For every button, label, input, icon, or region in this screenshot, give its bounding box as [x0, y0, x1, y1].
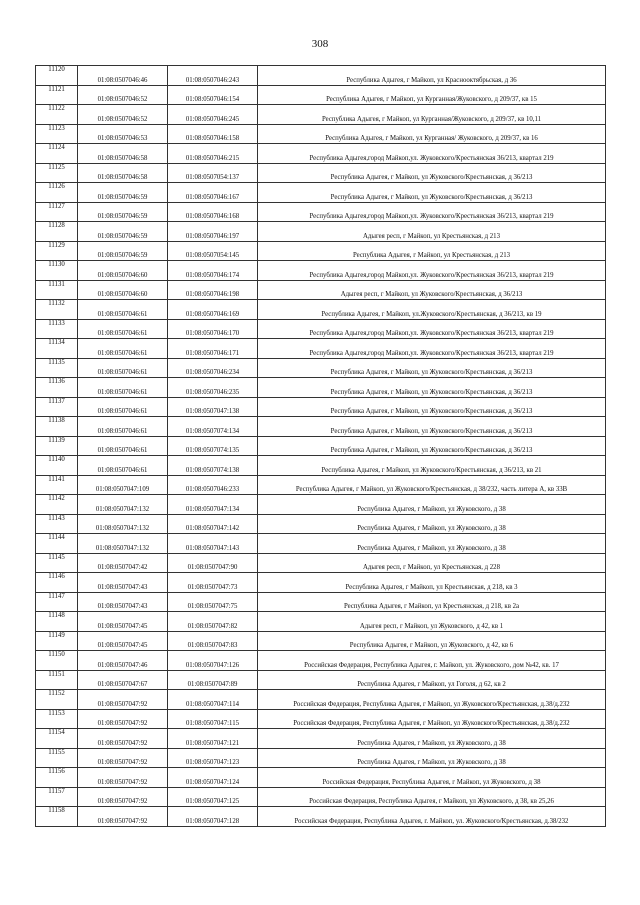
building-cadastral-number: 01:08:0507047:90	[168, 553, 258, 573]
registry-table	[35, 65, 606, 827]
table-row	[36, 378, 606, 398]
building-cadastral-number: 01:08:0507046:243	[168, 66, 258, 86]
table-row	[36, 592, 606, 612]
land-cadastral-number: 01:08:0507046:59	[78, 241, 168, 261]
table-row	[36, 534, 606, 554]
land-cadastral-number: 01:08:0507046:61	[78, 339, 168, 359]
table-row	[36, 280, 606, 300]
building-cadastral-number: 01:08:0507047:114	[168, 690, 258, 710]
land-cadastral-number: 01:08:0507046:61	[78, 300, 168, 320]
table-row	[36, 436, 606, 456]
land-cadastral-number: 01:08:0507047:92	[78, 748, 168, 768]
table-row	[36, 358, 606, 378]
land-cadastral-number: 01:08:0507046:59	[78, 202, 168, 222]
row-number: 11129	[36, 241, 78, 261]
row-number: 11134	[36, 339, 78, 359]
address: Российская Федерация, Республика Адыгея, г Майкоп, ул Жуковского/Крестьянская, д.38/д.232	[258, 709, 606, 729]
table-row	[36, 417, 606, 437]
building-cadastral-number: 01:08:0507047:128	[168, 807, 258, 827]
land-cadastral-number: 01:08:0507046:60	[78, 261, 168, 281]
row-number: 11151	[36, 670, 78, 690]
building-cadastral-number: 01:08:0507047:138	[168, 397, 258, 417]
address: Республика Адыгея, г Майкоп, ул Жуковского/Крестьянская, д 36/213	[258, 183, 606, 203]
land-cadastral-number: 01:08:0507046:46	[78, 66, 168, 86]
land-cadastral-number: 01:08:0507047:45	[78, 631, 168, 651]
row-number: 11125	[36, 163, 78, 183]
address: Адыгея респ, г Майкоп, ул Крестьянская, д 213	[258, 222, 606, 242]
building-cadastral-number: 01:08:0507046:197	[168, 222, 258, 242]
table-row	[36, 339, 606, 359]
building-cadastral-number: 01:08:0507046:245	[168, 105, 258, 125]
address: Российская Федерация, Республика Адыгея, г Майкоп, ул Жуковского, д 38	[258, 768, 606, 788]
row-number: 11139	[36, 436, 78, 456]
row-number: 11136	[36, 378, 78, 398]
building-cadastral-number: 01:08:0507046:235	[168, 378, 258, 398]
address: Российская Федерация, Республика Адыгея, г. Майкоп, ул. Жуковского/Крестьянская, д.38/232	[258, 807, 606, 827]
land-cadastral-number: 01:08:0507046:52	[78, 105, 168, 125]
land-cadastral-number: 01:08:0507047:109	[78, 475, 168, 495]
address: Российская Федерация, Республика Адыгея, г Майкоп, ул Жуковского/Крестьянская, д.38/д.232	[258, 690, 606, 710]
row-number: 11133	[36, 319, 78, 339]
land-cadastral-number: 01:08:0507046:61	[78, 417, 168, 437]
row-number: 11146	[36, 573, 78, 593]
address: Республика Адыгея, г Майкоп, ул Курганная/Жуковского, д 209/37, кв 15	[258, 85, 606, 105]
row-number: 11145	[36, 553, 78, 573]
row-number: 11158	[36, 807, 78, 827]
address: Республика Адыгея, г Майкоп, ул Жуковского, д 38	[258, 534, 606, 554]
address: Республика Адыгея, г Майкоп, ул Гоголя, д 62, кв 2	[258, 670, 606, 690]
address: Республика Адыгея,город Майкоп,ул. Жуковского/Крестьянская 36/213, квартал 219	[258, 339, 606, 359]
building-cadastral-number: 01:08:0507047:143	[168, 534, 258, 554]
row-number: 11135	[36, 358, 78, 378]
address: Республика Адыгея, г Майкоп, ул Жуковского/Крестьянская, д 36/213	[258, 163, 606, 183]
table-row	[36, 573, 606, 593]
table-row	[36, 670, 606, 690]
row-number: 11128	[36, 222, 78, 242]
address: Республика Адыгея, г Майкоп, ул Курганная/Жуковского, д 209/37, кв 10,11	[258, 105, 606, 125]
land-cadastral-number: 01:08:0507046:61	[78, 358, 168, 378]
address: Республика Адыгея, г Майкоп, ул Жуковского, д 38	[258, 514, 606, 534]
land-cadastral-number: 01:08:0507046:53	[78, 124, 168, 144]
land-cadastral-number: 01:08:0507047:92	[78, 787, 168, 807]
row-number: 11141	[36, 475, 78, 495]
table-row	[36, 456, 606, 476]
land-cadastral-number: 01:08:0507047:92	[78, 690, 168, 710]
table-row	[36, 105, 606, 125]
building-cadastral-number: 01:08:0507046:168	[168, 202, 258, 222]
land-cadastral-number: 01:08:0507047:43	[78, 592, 168, 612]
land-cadastral-number: 01:08:0507047:67	[78, 670, 168, 690]
building-cadastral-number: 01:08:0507047:82	[168, 612, 258, 632]
table-row	[36, 748, 606, 768]
table-row	[36, 319, 606, 339]
building-cadastral-number: 01:08:0507046:215	[168, 144, 258, 164]
building-cadastral-number: 01:08:0507047:89	[168, 670, 258, 690]
building-cadastral-number: 01:08:0507046:170	[168, 319, 258, 339]
land-cadastral-number: 01:08:0507046:61	[78, 436, 168, 456]
address: Республика Адыгея, г Майкоп, ул Жуковского/Крестьянская, д 36/213	[258, 378, 606, 398]
address: Адыгея респ, г Майкоп, ул Жуковского, д 42, кв 1	[258, 612, 606, 632]
row-number: 11137	[36, 397, 78, 417]
land-cadastral-number: 01:08:0507047:92	[78, 768, 168, 788]
address: Республика Адыгея, г Майкоп, ул Жуковского/Крестьянская, д 38/232, часть литера А, кв 33В	[258, 475, 606, 495]
address: Республика Адыгея,город Майкоп,ул. Жуковского/Крестьянская 36/213, квартал 219	[258, 144, 606, 164]
address: Республика Адыгея, г Майкоп, ул Жуковского/Крестьянская, д 36/213	[258, 417, 606, 437]
row-number: 11123	[36, 124, 78, 144]
address: Республика Адыгея, г Майкоп, ул Крестьянская, д 213	[258, 241, 606, 261]
building-cadastral-number: 01:08:0507046:174	[168, 261, 258, 281]
row-number: 11153	[36, 709, 78, 729]
row-number: 11138	[36, 417, 78, 437]
land-cadastral-number: 01:08:0507046:59	[78, 183, 168, 203]
land-cadastral-number: 01:08:0507047:42	[78, 553, 168, 573]
land-cadastral-number: 01:08:0507047:92	[78, 729, 168, 749]
row-number: 11140	[36, 456, 78, 476]
address: Адыгея респ, г Майкоп, ул Крестьянская, д 228	[258, 553, 606, 573]
address: Российская Федерация, Республика Адыгея, г. Майкоп, ул. Жуковского, дом №42, кв. 17	[258, 651, 606, 671]
address: Республика Адыгея, г Майкоп, ул Жуковского, д 38	[258, 729, 606, 749]
row-number: 11126	[36, 183, 78, 203]
building-cadastral-number: 01:08:0507046:198	[168, 280, 258, 300]
land-cadastral-number: 01:08:0507047:45	[78, 612, 168, 632]
address: Республика Адыгея, г Майкоп, ул.Жуковского/Крестьянская, д 36/213, кв 19	[258, 300, 606, 320]
registry-table-body	[36, 66, 606, 827]
address: Республика Адыгея, г Майкоп, ул Краснооктябрьская, д 36	[258, 66, 606, 86]
building-cadastral-number: 01:08:0507047:73	[168, 573, 258, 593]
table-row	[36, 612, 606, 632]
address: Республика Адыгея, г Майкоп, ул Жуковского/Крестьянская, д 36/213	[258, 397, 606, 417]
land-cadastral-number: 01:08:0507046:60	[78, 280, 168, 300]
land-cadastral-number: 01:08:0507047:132	[78, 534, 168, 554]
table-row	[36, 768, 606, 788]
table-row	[36, 651, 606, 671]
row-number: 11122	[36, 105, 78, 125]
table-row	[36, 124, 606, 144]
table-row	[36, 729, 606, 749]
land-cadastral-number: 01:08:0507046:61	[78, 378, 168, 398]
row-number: 11131	[36, 280, 78, 300]
row-number: 11156	[36, 768, 78, 788]
address: Республика Адыгея, г Майкоп, ул Жуковского/Крестьянская, д 36/213	[258, 358, 606, 378]
row-number: 11124	[36, 144, 78, 164]
row-number: 11152	[36, 690, 78, 710]
address: Республика Адыгея, г Майкоп, ул Крестьянская, д 218, кв 2а	[258, 592, 606, 612]
address: Республика Адыгея, г Майкоп, ул Жуковского, д 38	[258, 748, 606, 768]
table-row	[36, 85, 606, 105]
building-cadastral-number: 01:08:0507074:134	[168, 417, 258, 437]
address: Республика Адыгея, г Майкоп, ул Крестьянская, д 218, кв 3	[258, 573, 606, 593]
address: Республика Адыгея, г Майкоп, ул Жуковского, д 38	[258, 495, 606, 515]
building-cadastral-number: 01:08:0507047:126	[168, 651, 258, 671]
building-cadastral-number: 01:08:0507047:123	[168, 748, 258, 768]
table-row	[36, 709, 606, 729]
land-cadastral-number: 01:08:0507047:92	[78, 807, 168, 827]
table-row	[36, 807, 606, 827]
land-cadastral-number: 01:08:0507047:132	[78, 514, 168, 534]
building-cadastral-number: 01:08:0507047:83	[168, 631, 258, 651]
land-cadastral-number: 01:08:0507046:61	[78, 319, 168, 339]
land-cadastral-number: 01:08:0507047:46	[78, 651, 168, 671]
address: Республика Адыгея,город Майкоп,ул. Жуковского/Крестьянская 36/213, квартал 219	[258, 319, 606, 339]
building-cadastral-number: 01:08:0507046:158	[168, 124, 258, 144]
table-row	[36, 787, 606, 807]
row-number: 11121	[36, 85, 78, 105]
page-number: 308	[311, 38, 329, 50]
address: Российская Федерация, Республика Адыгея, г Майкоп, ул Жуковского, д 38, кв 25,26	[258, 787, 606, 807]
building-cadastral-number: 01:08:0507046:167	[168, 183, 258, 203]
table-row	[36, 397, 606, 417]
row-number: 11144	[36, 534, 78, 554]
building-cadastral-number: 01:08:0507047:115	[168, 709, 258, 729]
table-row	[36, 202, 606, 222]
row-number: 11143	[36, 514, 78, 534]
building-cadastral-number: 01:08:0507074:138	[168, 456, 258, 476]
table-row	[36, 631, 606, 651]
table-row	[36, 222, 606, 242]
table-row	[36, 300, 606, 320]
address: Республика Адыгея, г Майкоп, ул Курганная/ Жуковского, д 209/37, кв 16	[258, 124, 606, 144]
row-number: 11127	[36, 202, 78, 222]
building-cadastral-number: 01:08:0507054:137	[168, 163, 258, 183]
row-number: 11149	[36, 631, 78, 651]
row-number: 11157	[36, 787, 78, 807]
table-row	[36, 475, 606, 495]
table-row	[36, 66, 606, 86]
row-number: 11130	[36, 261, 78, 281]
table-row	[36, 690, 606, 710]
table-row	[36, 514, 606, 534]
building-cadastral-number: 01:08:0507054:145	[168, 241, 258, 261]
land-cadastral-number: 01:08:0507047:43	[78, 573, 168, 593]
building-cadastral-number: 01:08:0507046:171	[168, 339, 258, 359]
row-number: 11148	[36, 612, 78, 632]
land-cadastral-number: 01:08:0507047:92	[78, 709, 168, 729]
address: Адыгея респ, г Майкоп, ул Жуковского/Крестьянская, д 36/213	[258, 280, 606, 300]
row-number: 11150	[36, 651, 78, 671]
land-cadastral-number: 01:08:0507046:59	[78, 222, 168, 242]
row-number: 11120	[36, 66, 78, 86]
address: Республика Адыгея, г Майкоп, ул Жуковского/Крестьянская, д 36/213, кв 21	[258, 456, 606, 476]
building-cadastral-number: 01:08:0507047:125	[168, 787, 258, 807]
building-cadastral-number: 01:08:0507047:142	[168, 514, 258, 534]
row-number: 11147	[36, 592, 78, 612]
table-row	[36, 241, 606, 261]
land-cadastral-number: 01:08:0507046:61	[78, 456, 168, 476]
address: Республика Адыгея, г Майкоп, ул Жуковского, д 42, кв 6	[258, 631, 606, 651]
table-row	[36, 144, 606, 164]
address: Республика Адыгея,город Майкоп,ул. Жуковского/Крестьянская 36/213, квартал 219	[258, 261, 606, 281]
building-cadastral-number: 01:08:0507047:124	[168, 768, 258, 788]
land-cadastral-number: 01:08:0507046:52	[78, 85, 168, 105]
building-cadastral-number: 01:08:0507046:169	[168, 300, 258, 320]
address: Республика Адыгея,город Майкоп,ул. Жуковского/Крестьянская 36/213, квартал 219	[258, 202, 606, 222]
table-row	[36, 183, 606, 203]
land-cadastral-number: 01:08:0507047:132	[78, 495, 168, 515]
building-cadastral-number: 01:08:0507047:121	[168, 729, 258, 749]
table-row	[36, 495, 606, 515]
building-cadastral-number: 01:08:0507046:154	[168, 85, 258, 105]
row-number: 11154	[36, 729, 78, 749]
address: Республика Адыгея, г Майкоп, ул Жуковского/Крестьянская, д 36/213	[258, 436, 606, 456]
row-number: 11142	[36, 495, 78, 515]
building-cadastral-number: 01:08:0507074:135	[168, 436, 258, 456]
land-cadastral-number: 01:08:0507046:58	[78, 163, 168, 183]
land-cadastral-number: 01:08:0507046:58	[78, 144, 168, 164]
table-row	[36, 163, 606, 183]
land-cadastral-number: 01:08:0507046:61	[78, 397, 168, 417]
building-cadastral-number: 01:08:0507047:75	[168, 592, 258, 612]
building-cadastral-number: 01:08:0507046:234	[168, 358, 258, 378]
table-row	[36, 553, 606, 573]
row-number: 11155	[36, 748, 78, 768]
building-cadastral-number: 01:08:0507047:134	[168, 495, 258, 515]
row-number: 11132	[36, 300, 78, 320]
building-cadastral-number: 01:08:0507046:233	[168, 475, 258, 495]
table-row	[36, 261, 606, 281]
